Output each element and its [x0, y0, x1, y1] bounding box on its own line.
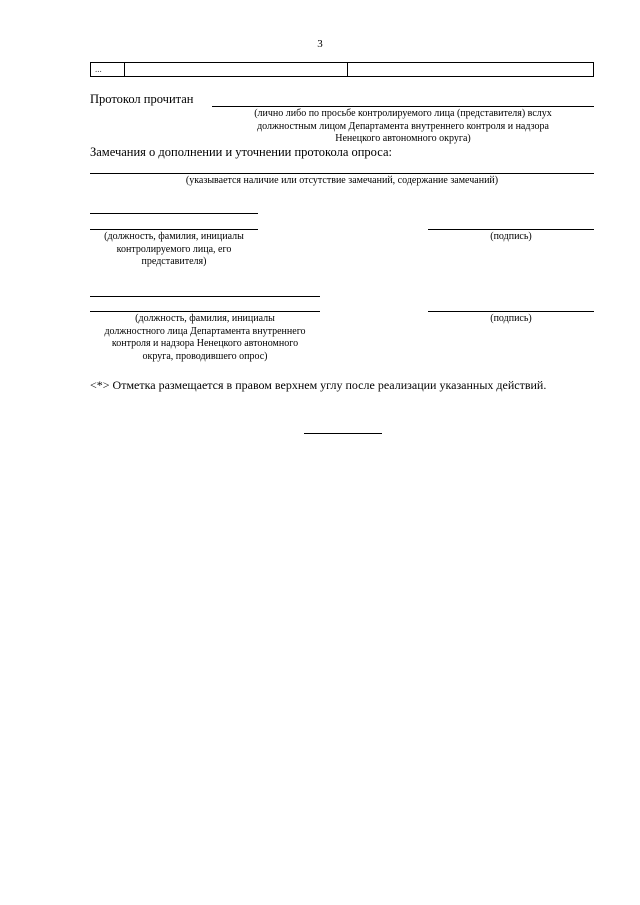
- footnote: <*> Отметка размещается в правом верхнем углу после реализации указанных действий.: [90, 378, 547, 392]
- official-name-line[interactable]: [90, 311, 320, 312]
- page-number: 3: [317, 38, 323, 50]
- caption-line: контроля и надзора Ненецкого автономного: [111, 338, 299, 349]
- caption-line: Ненецкого автономного округа): [335, 133, 471, 144]
- remarks-line[interactable]: [90, 173, 594, 174]
- remarks-label: Замечания о дополнении и уточнении протокола опроса:: [90, 145, 392, 159]
- caption-line: (должность, фамилия, инициалы: [104, 231, 244, 242]
- table-cell: [125, 63, 348, 77]
- signature-line[interactable]: [428, 229, 594, 230]
- signature-line-short[interactable]: [90, 213, 258, 214]
- signature-caption: (подпись): [490, 231, 532, 242]
- official-caption: [90, 313, 320, 363]
- protocol-read-line[interactable]: [212, 106, 594, 107]
- end-separator: [304, 433, 382, 434]
- caption-line: должностного лица Департамента внутреннего: [104, 325, 306, 337]
- caption-line: округа, проводившего опрос): [142, 350, 268, 362]
- signature-caption: (подпись): [490, 313, 532, 324]
- caption-line: (должность, фамилия, инициалы: [135, 313, 275, 324]
- protocol-read-label: Протокол прочитан: [90, 92, 194, 106]
- protocol-read-caption: [212, 108, 594, 146]
- signature-line[interactable]: [428, 311, 594, 312]
- remarks-caption: (указывается наличие или отсутствие замечаний, содержание замечаний): [185, 175, 499, 186]
- continuation-table: [90, 62, 594, 77]
- table-cell-ellipsis: ...: [91, 63, 125, 77]
- official-line-upper[interactable]: [90, 296, 320, 297]
- caption-line: представителя): [141, 256, 207, 267]
- table-cell: [348, 63, 594, 77]
- caption-line: контролируемого лица, его: [116, 243, 232, 255]
- person-caption: [90, 231, 258, 269]
- caption-line: должностным лицом Департамента внутреннего контроля и надзора: [257, 120, 549, 132]
- table-row: [91, 63, 594, 77]
- caption-line: (лично либо по просьбе контролируемого лица (представителя) вслух: [254, 108, 552, 119]
- person-name-line[interactable]: [90, 229, 258, 230]
